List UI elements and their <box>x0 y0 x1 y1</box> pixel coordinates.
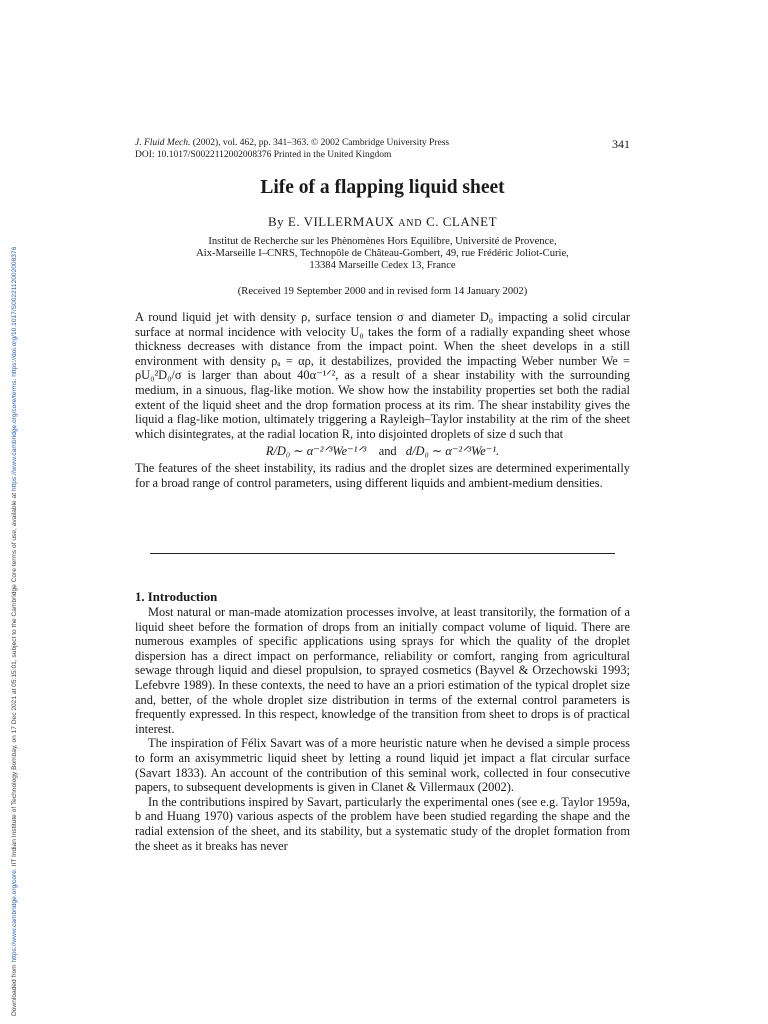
cambridge-core-link[interactable]: https://www.cambridge.org/core <box>11 870 18 963</box>
paper-title: Life of a flapping liquid sheet <box>260 177 505 198</box>
abstract-divider <box>150 553 615 554</box>
notice-separator: . <box>11 376 18 381</box>
introduction-section <box>135 590 630 853</box>
intro-paragraph-1: Most natural or man-made atomization processes involve, at least transitorily, the formation of a liquid sheet before the formation of drops from an initially compact volume of liquid. There are numerous examples of specific applications using sprays for which the quality of the droplet dispersion has a direct impact on performance, reliability or comfort, ranging from agricultural sewage through liquid and diesel propulsion, to sprayed cosmetics (Bayvel & Orzechowski 1993; Lefebvre 1989). In these contexts, the need to have an a priori estimation of the typical droplet size and, better, of the whole droplet size distribution in terms of the external control parameters is frequently expressed. In this respect, knowledge of the transition from sheet to drops is of practical interest. <box>135 605 630 736</box>
author-block <box>135 214 630 230</box>
author-second: C. CLANET <box>422 214 498 229</box>
affiliation <box>135 236 630 272</box>
abstract <box>135 310 630 491</box>
received-line: (Received 19 September 2000 and in revised form 14 January 2002) <box>237 286 528 297</box>
journal-name: J. Fluid Mech. <box>135 138 191 148</box>
terms-link[interactable]: https://www.cambridge.org/core/terms <box>11 380 18 492</box>
author-first: By E. VILLERMAUX <box>267 214 399 229</box>
abstract-paragraph-1: A round liquid jet with density ρ, surface tension σ and diameter D₀ impacting a solid circular surface at normal incidence with velocity U₀ takes the form of a radially expanding sheet whose thickness decreases with distance from the impact point. When the sheet develops in a still environment with density ρₐ = αρ, it destabilizes, provided the impacting Weber number We = ρU₀²D₀/σ is larger than about 40α⁻¹ᐟ², as a result of a shear instability with the surrounding medium, in a sinuous, flag-like motion. We show how the instability properties set both the radial extent of the liquid sheet and the drop formation process at its rim. The shear instability gives the liquid a flag-like motion, ultimately triggering a Rayleigh–Taylor instability at the rim of the sheet which disintegrates, at the radial location R, into disjointed droplets of size d such that <box>135 310 630 441</box>
abstract-paragraph-2: The features of the sheet instability, its radius and the droplet sizes are determined experimentally for a broad range of control parameters, using different liquids and ambient-medium densities. <box>135 461 630 490</box>
equation-radius: R/D₀ ∼ α⁻²ᐟ³We⁻¹ᐟ³ <box>265 444 367 459</box>
title-block <box>135 177 630 199</box>
equation-droplet: d/D₀ ∼ α⁻²ᐟ³We⁻¹. <box>405 444 500 459</box>
section-heading: 1. Introduction <box>135 590 218 604</box>
equation-and: and <box>378 444 397 459</box>
citation-details: (2002), vol. 462, pp. 341–363. © 2002 Cambridge University Press <box>190 138 450 148</box>
journal-header <box>135 137 630 161</box>
affiliation-line-3: 13384 Marseille Cedex 13, France <box>309 260 456 271</box>
doi-line: DOI: 10.1017/S0022112002008376 Printed in the United Kingdom <box>135 150 392 160</box>
citation-line <box>135 137 630 149</box>
author-and: AND <box>398 218 423 229</box>
author-line <box>135 214 630 230</box>
download-notice <box>2 0 18 1024</box>
abstract-equation <box>135 443 630 459</box>
doi-link[interactable]: https://doi.org/10.1017/S0022112002008376 <box>11 246 18 377</box>
received-dates <box>135 286 630 297</box>
notice-prefix: Downloaded from <box>11 962 18 1016</box>
intro-paragraph-2: The inspiration of Félix Savart was of a more heuristic nature when he devised a simple process to form an axisymmetric liquid sheet by letting a round liquid jet impact a flat circular surface (Savart 1833). An account of the contribution of this seminal work, collected in four consecutive papers, to subsequent developments is given in Clanet & Villermaux (2002). <box>135 736 630 795</box>
download-notice-text <box>11 247 18 1016</box>
page-number: 341 <box>612 137 630 151</box>
affiliation-line-1: Institut de Recherche sur les Phènomènes Hors Equilibre, Université de Provence, <box>208 236 557 247</box>
intro-paragraph-3: In the contributions inspired by Savart, particularly the experimental ones (see e.g. Taylor 1959a, b and Huang 1970) various aspects of the problem have been studied regarding the shape and the radial extension of the sheet, and its stability, but a systematic study of the droplet formation from the sheet as it breaks has never <box>135 794 630 853</box>
affiliation-line-2: Aix-Marseille I–CNRS, Technopôle de Château-Gombert, 49, rue Frédéric Joliot-Curie, <box>196 248 569 259</box>
notice-middle: . IIT Indian Institute of Technology Bombay, on 17 Dec 2021 at 05:15:01, subject to the Cambridge Core terms of use, available at <box>11 491 18 871</box>
